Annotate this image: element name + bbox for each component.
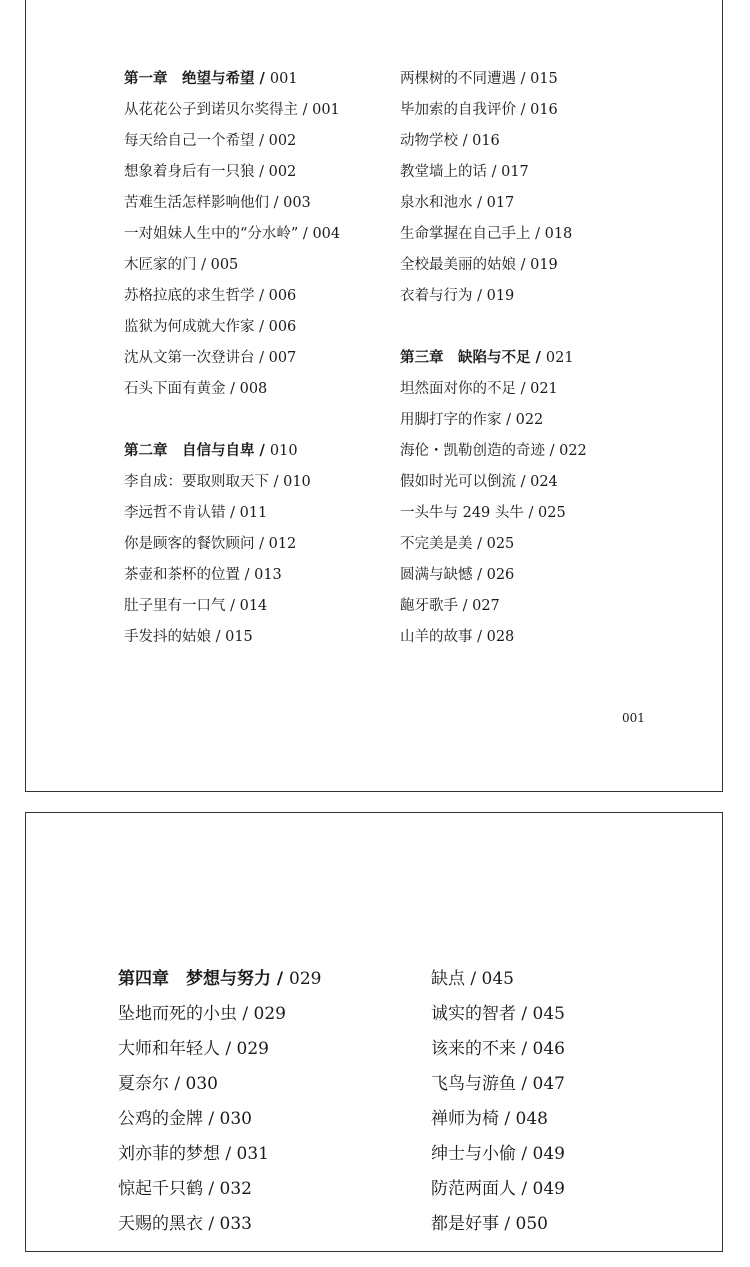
toc-entry bbox=[124, 255, 238, 275]
separator: / bbox=[269, 195, 284, 211]
page-reference: 008 bbox=[239, 381, 268, 397]
page-reference: 007 bbox=[268, 350, 297, 366]
page-reference: 025 bbox=[538, 505, 566, 521]
toc-page-1 bbox=[25, 0, 723, 792]
toc-entry bbox=[118, 1212, 252, 1236]
separator: / bbox=[530, 226, 545, 242]
page-reference: 028 bbox=[486, 629, 515, 645]
separator: / bbox=[465, 969, 482, 989]
separator: / bbox=[254, 164, 269, 180]
separator: / bbox=[458, 133, 473, 149]
page-reference: 029 bbox=[236, 1039, 269, 1059]
separator: / bbox=[254, 319, 269, 335]
entry-title: 每天给自己一个希望 bbox=[124, 133, 255, 149]
toc-entry bbox=[118, 1177, 252, 1201]
entry-title: 石头下面有黄金 bbox=[124, 381, 226, 397]
toc-entry bbox=[400, 224, 572, 244]
page-reference: 016 bbox=[472, 133, 500, 149]
page-reference: 022 bbox=[559, 443, 587, 459]
toc-entry bbox=[400, 379, 558, 399]
toc-entry bbox=[124, 193, 311, 213]
entry-title: 第三章 缺陷与不足 bbox=[400, 349, 531, 366]
page-reference: 031 bbox=[236, 1144, 269, 1164]
entry-title: 从花花公子到诺贝尔奖得主 bbox=[124, 102, 298, 118]
separator: / bbox=[516, 1004, 533, 1024]
entry-title: 该来的不来 bbox=[431, 1039, 516, 1059]
entry-title: 李自成：要取则取天下 bbox=[124, 474, 269, 490]
page-reference: 006 bbox=[268, 319, 297, 335]
separator: / bbox=[271, 969, 290, 989]
entry-title: 肚子里有一口气 bbox=[124, 598, 226, 614]
page-number: 001 bbox=[622, 711, 645, 725]
separator: / bbox=[545, 443, 560, 459]
entry-title: 大师和年轻人 bbox=[118, 1039, 220, 1059]
page-reference: 022 bbox=[515, 412, 544, 428]
page-reference: 019 bbox=[530, 257, 558, 273]
page-reference: 003 bbox=[283, 195, 311, 211]
separator: / bbox=[516, 257, 531, 273]
toc-entry bbox=[400, 534, 514, 554]
entry-title: 惊起千只鹤 bbox=[118, 1179, 203, 1199]
toc-entry bbox=[124, 348, 296, 368]
separator: / bbox=[516, 1039, 533, 1059]
separator: / bbox=[487, 164, 502, 180]
toc-entry bbox=[400, 627, 514, 647]
page-reference: 046 bbox=[532, 1039, 565, 1059]
entry-title: 李远哲不肯认错 bbox=[124, 505, 226, 521]
toc-entry bbox=[124, 379, 267, 399]
separator: / bbox=[501, 412, 516, 428]
page-reference: 011 bbox=[239, 505, 268, 521]
page-reference: 045 bbox=[481, 969, 514, 989]
toc-entry bbox=[124, 131, 296, 151]
entry-title: 山羊的故事 bbox=[400, 629, 473, 645]
entry-title: 第一章 绝望与希望 bbox=[124, 70, 255, 87]
entry-title: 不完美是美 bbox=[400, 536, 473, 552]
entry-title: 生命掌握在自己手上 bbox=[400, 226, 531, 242]
page-reference: 002 bbox=[268, 164, 297, 180]
toc-right-column bbox=[431, 967, 711, 1267]
separator: / bbox=[254, 536, 269, 552]
toc-entry bbox=[124, 286, 296, 306]
separator: / bbox=[203, 1214, 220, 1234]
page-reference: 013 bbox=[254, 567, 282, 583]
toc-entry bbox=[431, 1037, 565, 1061]
toc-right-column bbox=[400, 69, 700, 659]
separator: / bbox=[220, 1144, 237, 1164]
separator: / bbox=[269, 474, 284, 490]
entry-title: 手发抖的姑娘 bbox=[124, 629, 211, 645]
separator: / bbox=[225, 381, 240, 397]
toc-entry bbox=[118, 1107, 252, 1131]
toc-page-2 bbox=[25, 812, 723, 1252]
entry-title: 第四章 梦想与努力 bbox=[118, 969, 271, 989]
toc-entry bbox=[400, 503, 566, 523]
toc-entry bbox=[431, 1107, 548, 1131]
page-reference: 010 bbox=[269, 443, 298, 459]
toc-entry bbox=[431, 1212, 548, 1236]
entry-title: 刘亦菲的梦想 bbox=[118, 1144, 220, 1164]
separator: / bbox=[516, 381, 531, 397]
entry-title: 想象着身后有一只狼 bbox=[124, 164, 255, 180]
separator: / bbox=[254, 70, 270, 87]
separator: / bbox=[298, 102, 313, 118]
page-reference: 026 bbox=[486, 567, 515, 583]
toc-entry bbox=[400, 162, 529, 182]
entry-title: 一头牛与 249 头牛 bbox=[400, 505, 524, 521]
page-reference: 024 bbox=[530, 474, 558, 490]
entry-title: 你是顾客的餐饮顾问 bbox=[124, 536, 255, 552]
separator: / bbox=[211, 629, 226, 645]
entry-title: 一对姐妹人生中的“分水岭” bbox=[124, 226, 299, 242]
page-reference: 018 bbox=[544, 226, 573, 242]
separator: / bbox=[499, 1214, 516, 1234]
page-reference: 030 bbox=[219, 1109, 252, 1129]
page-reference: 015 bbox=[225, 629, 253, 645]
separator: / bbox=[516, 1074, 533, 1094]
toc-entry bbox=[400, 69, 558, 89]
toc-entry bbox=[400, 472, 558, 492]
toc-entry bbox=[400, 286, 514, 306]
toc-entry bbox=[431, 1072, 565, 1096]
entry-title: 监狱为何成就大作家 bbox=[124, 319, 255, 335]
entry-title: 用脚打字的作家 bbox=[400, 412, 502, 428]
page-reference: 030 bbox=[185, 1074, 218, 1094]
page-reference: 012 bbox=[268, 536, 297, 552]
separator: / bbox=[237, 1004, 254, 1024]
separator: / bbox=[225, 505, 240, 521]
toc-entry bbox=[124, 100, 340, 120]
chapter-heading bbox=[118, 967, 322, 991]
separator: / bbox=[196, 257, 211, 273]
page-reference: 025 bbox=[486, 536, 515, 552]
page-reference: 029 bbox=[289, 969, 322, 989]
page-reference: 049 bbox=[532, 1179, 565, 1199]
toc-entry bbox=[124, 224, 340, 244]
separator: / bbox=[472, 567, 487, 583]
entry-title: 衣着与行为 bbox=[400, 288, 473, 304]
entry-title: 茶壶和茶杯的位置 bbox=[124, 567, 240, 583]
separator: / bbox=[458, 598, 473, 614]
entry-title: 两棵树的不同遭遇 bbox=[400, 71, 516, 87]
entry-title: 夏奈尔 bbox=[118, 1074, 169, 1094]
separator: / bbox=[530, 349, 546, 366]
separator: / bbox=[472, 195, 487, 211]
entry-title: 缺点 bbox=[431, 969, 465, 989]
toc-entry bbox=[400, 131, 500, 151]
separator: / bbox=[240, 567, 255, 583]
entry-title: 全校最美丽的姑娘 bbox=[400, 257, 516, 273]
toc-entry bbox=[124, 565, 282, 585]
entry-title: 木匠家的门 bbox=[124, 257, 197, 273]
page-reference: 049 bbox=[532, 1144, 565, 1164]
toc-entry bbox=[431, 1002, 565, 1026]
page-reference: 005 bbox=[210, 257, 239, 273]
toc-entry bbox=[118, 1037, 269, 1061]
entry-title: 苦难生活怎样影响他们 bbox=[124, 195, 269, 211]
page-reference: 047 bbox=[532, 1074, 565, 1094]
toc-entry bbox=[400, 565, 514, 585]
toc-entry bbox=[400, 255, 558, 275]
page-reference: 050 bbox=[515, 1214, 548, 1234]
separator: / bbox=[203, 1109, 220, 1129]
page-reference: 002 bbox=[268, 133, 297, 149]
page-reference: 001 bbox=[312, 102, 340, 118]
page-reference: 029 bbox=[253, 1004, 286, 1024]
separator: / bbox=[254, 442, 270, 459]
toc-entry bbox=[118, 1002, 286, 1026]
toc-entry bbox=[124, 503, 267, 523]
toc-entry bbox=[124, 534, 296, 554]
entry-title: 沈从文第一次登讲台 bbox=[124, 350, 255, 366]
toc-entry bbox=[118, 1072, 218, 1096]
separator: / bbox=[516, 71, 531, 87]
entry-title: 海伦・凯勒创造的奇迹 bbox=[400, 443, 545, 459]
page-reference: 021 bbox=[545, 350, 574, 366]
separator: / bbox=[254, 288, 269, 304]
toc-entry bbox=[124, 472, 311, 492]
toc-left-column bbox=[124, 69, 394, 659]
separator: / bbox=[516, 102, 531, 118]
separator: / bbox=[472, 629, 487, 645]
toc-entry bbox=[431, 1177, 565, 1201]
chapter-heading bbox=[124, 441, 298, 461]
toc-entry bbox=[400, 410, 543, 430]
separator: / bbox=[516, 1179, 533, 1199]
toc-entry bbox=[124, 596, 267, 616]
toc-left-column bbox=[118, 967, 418, 1267]
entry-title: 假如时光可以倒流 bbox=[400, 474, 516, 490]
entry-title: 禅师为椅 bbox=[431, 1109, 499, 1129]
page-reference: 017 bbox=[486, 195, 515, 211]
entry-title: 天赐的黑衣 bbox=[118, 1214, 203, 1234]
page-reference: 021 bbox=[530, 381, 558, 397]
page-reference: 010 bbox=[283, 474, 311, 490]
separator: / bbox=[225, 598, 240, 614]
entry-title: 动物学校 bbox=[400, 133, 458, 149]
separator: / bbox=[298, 226, 313, 242]
entry-title: 飞鸟与游鱼 bbox=[431, 1074, 516, 1094]
separator: / bbox=[254, 133, 269, 149]
page-reference: 006 bbox=[268, 288, 297, 304]
page-reference: 019 bbox=[486, 288, 515, 304]
separator: / bbox=[169, 1074, 186, 1094]
entry-title: 诚实的智者 bbox=[431, 1004, 516, 1024]
toc-entry bbox=[124, 162, 296, 182]
page-reference: 015 bbox=[530, 71, 558, 87]
entry-title: 龅牙歌手 bbox=[400, 598, 458, 614]
entry-title: 苏格拉底的求生哲学 bbox=[124, 288, 255, 304]
separator: / bbox=[523, 505, 539, 521]
separator: / bbox=[499, 1109, 516, 1129]
separator: / bbox=[472, 536, 487, 552]
page-reference: 033 bbox=[219, 1214, 252, 1234]
separator: / bbox=[472, 288, 487, 304]
toc-entry bbox=[124, 627, 253, 647]
page-reference: 004 bbox=[312, 226, 341, 242]
toc-entry bbox=[400, 441, 587, 461]
toc-entry bbox=[118, 1142, 269, 1166]
entry-title: 防范两面人 bbox=[431, 1179, 516, 1199]
page-reference: 045 bbox=[532, 1004, 565, 1024]
toc-entry bbox=[431, 1142, 565, 1166]
separator: / bbox=[203, 1179, 220, 1199]
chapter-heading bbox=[400, 348, 574, 368]
entry-title: 教堂墙上的话 bbox=[400, 164, 487, 180]
entry-title: 坠地而死的小虫 bbox=[118, 1004, 237, 1024]
page-reference: 032 bbox=[219, 1179, 252, 1199]
page-reference: 016 bbox=[530, 102, 558, 118]
entry-title: 坦然面对你的不足 bbox=[400, 381, 516, 397]
page-reference: 017 bbox=[501, 164, 529, 180]
page-reference: 048 bbox=[515, 1109, 548, 1129]
separator: / bbox=[516, 474, 531, 490]
toc-entry bbox=[400, 100, 558, 120]
entry-title: 公鸡的金牌 bbox=[118, 1109, 203, 1129]
page-reference: 027 bbox=[472, 598, 500, 614]
separator: / bbox=[254, 350, 269, 366]
entry-title: 都是好事 bbox=[431, 1214, 499, 1234]
entry-title: 绅士与小偷 bbox=[431, 1144, 516, 1164]
toc-entry bbox=[431, 967, 514, 991]
toc-entry bbox=[400, 596, 500, 616]
toc-entry bbox=[124, 317, 296, 337]
entry-title: 第二章 自信与自卑 bbox=[124, 442, 255, 459]
entry-title: 泉水和池水 bbox=[400, 195, 473, 211]
page-reference: 014 bbox=[239, 598, 268, 614]
entry-title: 毕加索的自我评价 bbox=[400, 102, 516, 118]
chapter-heading bbox=[124, 69, 298, 89]
page-reference: 001 bbox=[269, 71, 298, 87]
entry-title: 圆满与缺憾 bbox=[400, 567, 473, 583]
toc-entry bbox=[400, 193, 514, 213]
separator: / bbox=[220, 1039, 237, 1059]
separator: / bbox=[516, 1144, 533, 1164]
